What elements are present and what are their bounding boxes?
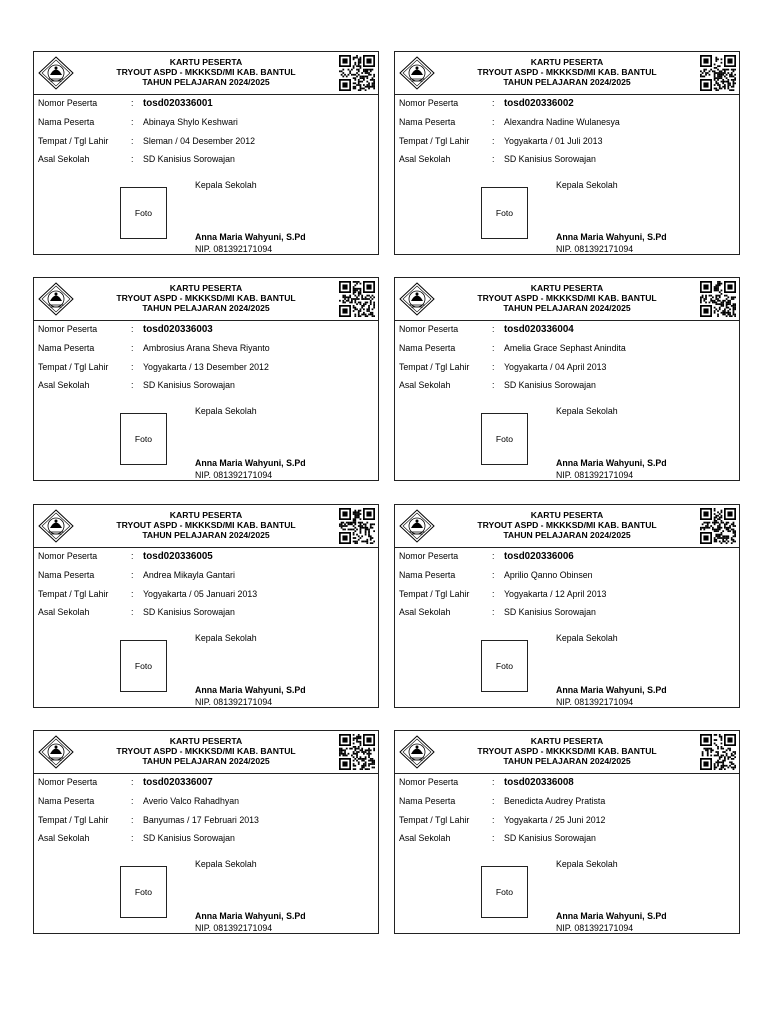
colon: :: [131, 551, 134, 561]
nomor-peserta-value: tosd020336007: [143, 777, 213, 788]
photo-label: Foto: [495, 434, 514, 444]
card-title-block: [445, 283, 689, 314]
card-school-year: TAHUN PELAJARAN 2024/2025: [142, 77, 270, 88]
nama-peserta-label: Nama Peserta: [38, 117, 95, 127]
photo-label: Foto: [134, 434, 153, 444]
tempat-tgl-lahir-value: Yogyakarta / 25 Juni 2012: [504, 815, 606, 825]
card-header: [395, 52, 739, 95]
asal-sekolah-value: SD Kanisius Sorowajan: [504, 154, 596, 164]
kepala-sekolah-label: Kepala Sekolah: [556, 406, 618, 416]
nomor-peserta-value: tosd020336003: [143, 324, 213, 335]
card-header: [34, 52, 378, 95]
colon: :: [131, 343, 134, 353]
qr-code-icon: [339, 508, 375, 544]
colon: :: [131, 607, 134, 617]
colon: :: [492, 551, 495, 561]
colon: :: [492, 136, 495, 146]
card-title: KARTU PESERTA: [169, 57, 243, 67]
kepala-sekolah-label: Kepala Sekolah: [195, 406, 257, 416]
colon: :: [131, 815, 134, 825]
tempat-tgl-lahir-value: Yogyakarta / 01 Juli 2013: [504, 136, 603, 146]
tut-wuri-handayani-logo-icon: [398, 734, 436, 770]
asal-sekolah-value: SD Kanisius Sorowajan: [143, 607, 235, 617]
asal-sekolah-value: SD Kanisius Sorowajan: [143, 154, 235, 164]
card-header: [395, 731, 739, 774]
tempat-tgl-lahir-label: Tempat / Tgl Lahir: [38, 815, 109, 825]
card-school-year: TAHUN PELAJARAN 2024/2025: [503, 530, 631, 541]
card-title: KARTU PESERTA: [530, 510, 604, 520]
photo-placeholder: [120, 866, 167, 918]
card-school-year: TAHUN PELAJARAN 2024/2025: [142, 303, 270, 314]
card-title: KARTU PESERTA: [530, 57, 604, 67]
nomor-peserta-label: Nomor Peserta: [38, 98, 98, 108]
asal-sekolah-label: Asal Sekolah: [399, 833, 451, 843]
asal-sekolah-label: Asal Sekolah: [399, 380, 451, 390]
tempat-tgl-lahir-value: Yogyakarta / 04 April 2013: [504, 362, 607, 372]
tut-wuri-handayani-logo-icon: [398, 281, 436, 317]
qr-code-icon: [339, 734, 375, 770]
colon: :: [131, 324, 134, 334]
nama-peserta-label: Nama Peserta: [399, 570, 456, 580]
card-event-title: TRYOUT ASPD - MKKKSD/MI KAB. BANTUL: [477, 746, 657, 757]
participant-card: [394, 51, 740, 255]
tempat-tgl-lahir-label: Tempat / Tgl Lahir: [38, 136, 109, 146]
signer-nip: NIP. 081392171094: [195, 470, 273, 480]
tut-wuri-handayani-logo-icon: [37, 508, 75, 544]
nama-peserta-value: Amelia Grace Sephast Anindita: [504, 343, 626, 353]
photo-placeholder: [120, 640, 167, 692]
tempat-tgl-lahir-value: Yogyakarta / 12 April 2013: [504, 589, 607, 599]
asal-sekolah-value: SD Kanisius Sorowajan: [504, 607, 596, 617]
colon: :: [131, 362, 134, 372]
asal-sekolah-value: SD Kanisius Sorowajan: [143, 380, 235, 390]
nama-peserta-label: Nama Peserta: [399, 117, 456, 127]
participant-card: [33, 51, 379, 255]
card-event-title: TRYOUT ASPD - MKKKSD/MI KAB. BANTUL: [116, 67, 296, 78]
card-header: [34, 278, 378, 321]
nomor-peserta-value: tosd020336006: [504, 551, 574, 562]
nomor-peserta-value: tosd020336004: [504, 324, 574, 335]
colon: :: [492, 117, 495, 127]
nama-peserta-label: Nama Peserta: [399, 796, 456, 806]
colon: :: [492, 777, 495, 787]
kepala-sekolah-label: Kepala Sekolah: [556, 633, 618, 643]
kepala-sekolah-label: Kepala Sekolah: [195, 859, 257, 869]
nomor-peserta-label: Nomor Peserta: [399, 551, 459, 561]
photo-label: Foto: [495, 208, 514, 218]
photo-label: Foto: [134, 208, 153, 218]
card-title-block: [445, 736, 689, 767]
signer-nip: NIP. 081392171094: [195, 923, 273, 933]
nomor-peserta-value: tosd020336008: [504, 777, 574, 788]
colon: :: [492, 343, 495, 353]
qr-code-icon: [339, 281, 375, 317]
colon: :: [131, 589, 134, 599]
signer-nip: NIP. 081392171094: [556, 470, 634, 480]
tut-wuri-handayani-logo-icon: [37, 734, 75, 770]
nama-peserta-label: Nama Peserta: [38, 343, 95, 353]
card-title: KARTU PESERTA: [530, 283, 604, 293]
nomor-peserta-label: Nomor Peserta: [399, 98, 459, 108]
nomor-peserta-label: Nomor Peserta: [38, 324, 98, 334]
card-title-block: [84, 57, 328, 88]
photo-placeholder: [120, 413, 167, 465]
photo-label: Foto: [495, 661, 514, 671]
card-school-year: TAHUN PELAJARAN 2024/2025: [142, 756, 270, 767]
asal-sekolah-value: SD Kanisius Sorowajan: [143, 833, 235, 843]
card-school-year: TAHUN PELAJARAN 2024/2025: [503, 756, 631, 767]
colon: :: [492, 589, 495, 599]
colon: :: [131, 98, 134, 108]
colon: :: [492, 324, 495, 334]
signer-name: Anna Maria Wahyuni, S.Pd: [195, 458, 306, 468]
card-header: [34, 731, 378, 774]
tut-wuri-handayani-logo-icon: [398, 508, 436, 544]
card-title: KARTU PESERTA: [169, 510, 243, 520]
card-event-title: TRYOUT ASPD - MKKKSD/MI KAB. BANTUL: [116, 520, 296, 531]
nama-peserta-value: Benedicta Audrey Pratista: [504, 796, 606, 806]
asal-sekolah-value: SD Kanisius Sorowajan: [504, 380, 596, 390]
signer-nip: NIP. 081392171094: [556, 923, 634, 933]
card-event-title: TRYOUT ASPD - MKKKSD/MI KAB. BANTUL: [116, 746, 296, 757]
card-title-block: [84, 510, 328, 541]
colon: :: [492, 362, 495, 372]
colon: :: [492, 570, 495, 580]
nomor-peserta-value: tosd020336001: [143, 98, 213, 109]
qr-code-icon: [700, 281, 736, 317]
colon: :: [131, 777, 134, 787]
signer-name: Anna Maria Wahyuni, S.Pd: [556, 685, 667, 695]
nama-peserta-value: Andrea Mikayla Gantari: [143, 570, 235, 580]
tempat-tgl-lahir-label: Tempat / Tgl Lahir: [399, 362, 470, 372]
participant-card: [394, 730, 740, 934]
tut-wuri-handayani-logo-icon: [37, 281, 75, 317]
signer-nip: NIP. 081392171094: [195, 697, 273, 707]
card-title-block: [445, 510, 689, 541]
asal-sekolah-label: Asal Sekolah: [38, 380, 90, 390]
card-school-year: TAHUN PELAJARAN 2024/2025: [503, 77, 631, 88]
signer-name: Anna Maria Wahyuni, S.Pd: [195, 232, 306, 242]
card-school-year: TAHUN PELAJARAN 2024/2025: [503, 303, 631, 314]
photo-label: Foto: [134, 887, 153, 897]
photo-placeholder: [120, 187, 167, 239]
nomor-peserta-label: Nomor Peserta: [38, 777, 98, 787]
signer-name: Anna Maria Wahyuni, S.Pd: [556, 232, 667, 242]
nama-peserta-value: Abinaya Shylo Keshwari: [143, 117, 238, 127]
card-title-block: [84, 736, 328, 767]
colon: :: [492, 98, 495, 108]
colon: :: [131, 796, 134, 806]
signer-nip: NIP. 081392171094: [556, 244, 634, 254]
colon: :: [492, 815, 495, 825]
card-title: KARTU PESERTA: [169, 283, 243, 293]
tempat-tgl-lahir-value: Banyumas / 17 Februari 2013: [143, 815, 259, 825]
tut-wuri-handayani-logo-icon: [37, 55, 75, 91]
photo-placeholder: [481, 187, 528, 239]
nama-peserta-value: Averio Valco Rahadhyan: [143, 796, 240, 806]
card-event-title: TRYOUT ASPD - MKKKSD/MI KAB. BANTUL: [116, 293, 296, 304]
asal-sekolah-label: Asal Sekolah: [38, 154, 90, 164]
asal-sekolah-label: Asal Sekolah: [399, 154, 451, 164]
card-title: KARTU PESERTA: [169, 736, 243, 746]
card-event-title: TRYOUT ASPD - MKKKSD/MI KAB. BANTUL: [477, 67, 657, 78]
qr-code-icon: [700, 508, 736, 544]
photo-placeholder: [481, 866, 528, 918]
colon: :: [492, 154, 495, 164]
asal-sekolah-value: SD Kanisius Sorowajan: [504, 833, 596, 843]
tempat-tgl-lahir-label: Tempat / Tgl Lahir: [399, 589, 470, 599]
card-event-title: TRYOUT ASPD - MKKKSD/MI KAB. BANTUL: [477, 293, 657, 304]
nomor-peserta-label: Nomor Peserta: [399, 777, 459, 787]
nomor-peserta-value: tosd020336002: [504, 98, 574, 109]
nama-peserta-label: Nama Peserta: [38, 570, 95, 580]
qr-code-icon: [339, 55, 375, 91]
signer-nip: NIP. 081392171094: [195, 244, 273, 254]
card-title-block: [445, 57, 689, 88]
colon: :: [131, 833, 134, 843]
asal-sekolah-label: Asal Sekolah: [399, 607, 451, 617]
card-header: [34, 505, 378, 548]
participant-card: [394, 504, 740, 708]
participant-card: [394, 277, 740, 481]
tempat-tgl-lahir-label: Tempat / Tgl Lahir: [38, 589, 109, 599]
tempat-tgl-lahir-label: Tempat / Tgl Lahir: [38, 362, 109, 372]
tempat-tgl-lahir-value: Sleman / 04 Desember 2012: [143, 136, 255, 146]
card-school-year: TAHUN PELAJARAN 2024/2025: [142, 530, 270, 541]
colon: :: [131, 154, 134, 164]
card-title-block: [84, 283, 328, 314]
nomor-peserta-label: Nomor Peserta: [38, 551, 98, 561]
signer-name: Anna Maria Wahyuni, S.Pd: [556, 458, 667, 468]
nomor-peserta-value: tosd020336005: [143, 551, 213, 562]
colon: :: [492, 833, 495, 843]
card-title: KARTU PESERTA: [530, 736, 604, 746]
photo-placeholder: [481, 640, 528, 692]
tempat-tgl-lahir-value: Yogyakarta / 13 Desember 2012: [143, 362, 269, 372]
colon: :: [492, 380, 495, 390]
nama-peserta-value: Aprilio Qanno Obinsen: [504, 570, 593, 580]
tut-wuri-handayani-logo-icon: [398, 55, 436, 91]
photo-label: Foto: [134, 661, 153, 671]
card-header: [395, 505, 739, 548]
kepala-sekolah-label: Kepala Sekolah: [195, 180, 257, 190]
signer-name: Anna Maria Wahyuni, S.Pd: [556, 911, 667, 921]
colon: :: [131, 570, 134, 580]
nomor-peserta-label: Nomor Peserta: [399, 324, 459, 334]
tempat-tgl-lahir-value: Yogyakarta / 05 Januari 2013: [143, 589, 258, 599]
signer-nip: NIP. 081392171094: [556, 697, 634, 707]
colon: :: [492, 607, 495, 617]
card-header: [395, 278, 739, 321]
participant-card: [33, 277, 379, 481]
photo-label: Foto: [495, 887, 514, 897]
participant-card: [33, 504, 379, 708]
qr-code-icon: [700, 734, 736, 770]
asal-sekolah-label: Asal Sekolah: [38, 833, 90, 843]
nama-peserta-value: Alexandra Nadine Wulanesya: [504, 117, 620, 127]
kepala-sekolah-label: Kepala Sekolah: [556, 180, 618, 190]
nama-peserta-value: Ambrosius Arana Sheva Riyanto: [143, 343, 270, 353]
nama-peserta-label: Nama Peserta: [399, 343, 456, 353]
signer-name: Anna Maria Wahyuni, S.Pd: [195, 911, 306, 921]
tempat-tgl-lahir-label: Tempat / Tgl Lahir: [399, 815, 470, 825]
asal-sekolah-label: Asal Sekolah: [38, 607, 90, 617]
kepala-sekolah-label: Kepala Sekolah: [195, 633, 257, 643]
card-event-title: TRYOUT ASPD - MKKKSD/MI KAB. BANTUL: [477, 520, 657, 531]
photo-placeholder: [481, 413, 528, 465]
qr-code-icon: [700, 55, 736, 91]
signer-name: Anna Maria Wahyuni, S.Pd: [195, 685, 306, 695]
kepala-sekolah-label: Kepala Sekolah: [556, 859, 618, 869]
colon: :: [492, 796, 495, 806]
colon: :: [131, 117, 134, 127]
nama-peserta-label: Nama Peserta: [38, 796, 95, 806]
colon: :: [131, 380, 134, 390]
participant-card: [33, 730, 379, 934]
colon: :: [131, 136, 134, 146]
tempat-tgl-lahir-label: Tempat / Tgl Lahir: [399, 136, 470, 146]
